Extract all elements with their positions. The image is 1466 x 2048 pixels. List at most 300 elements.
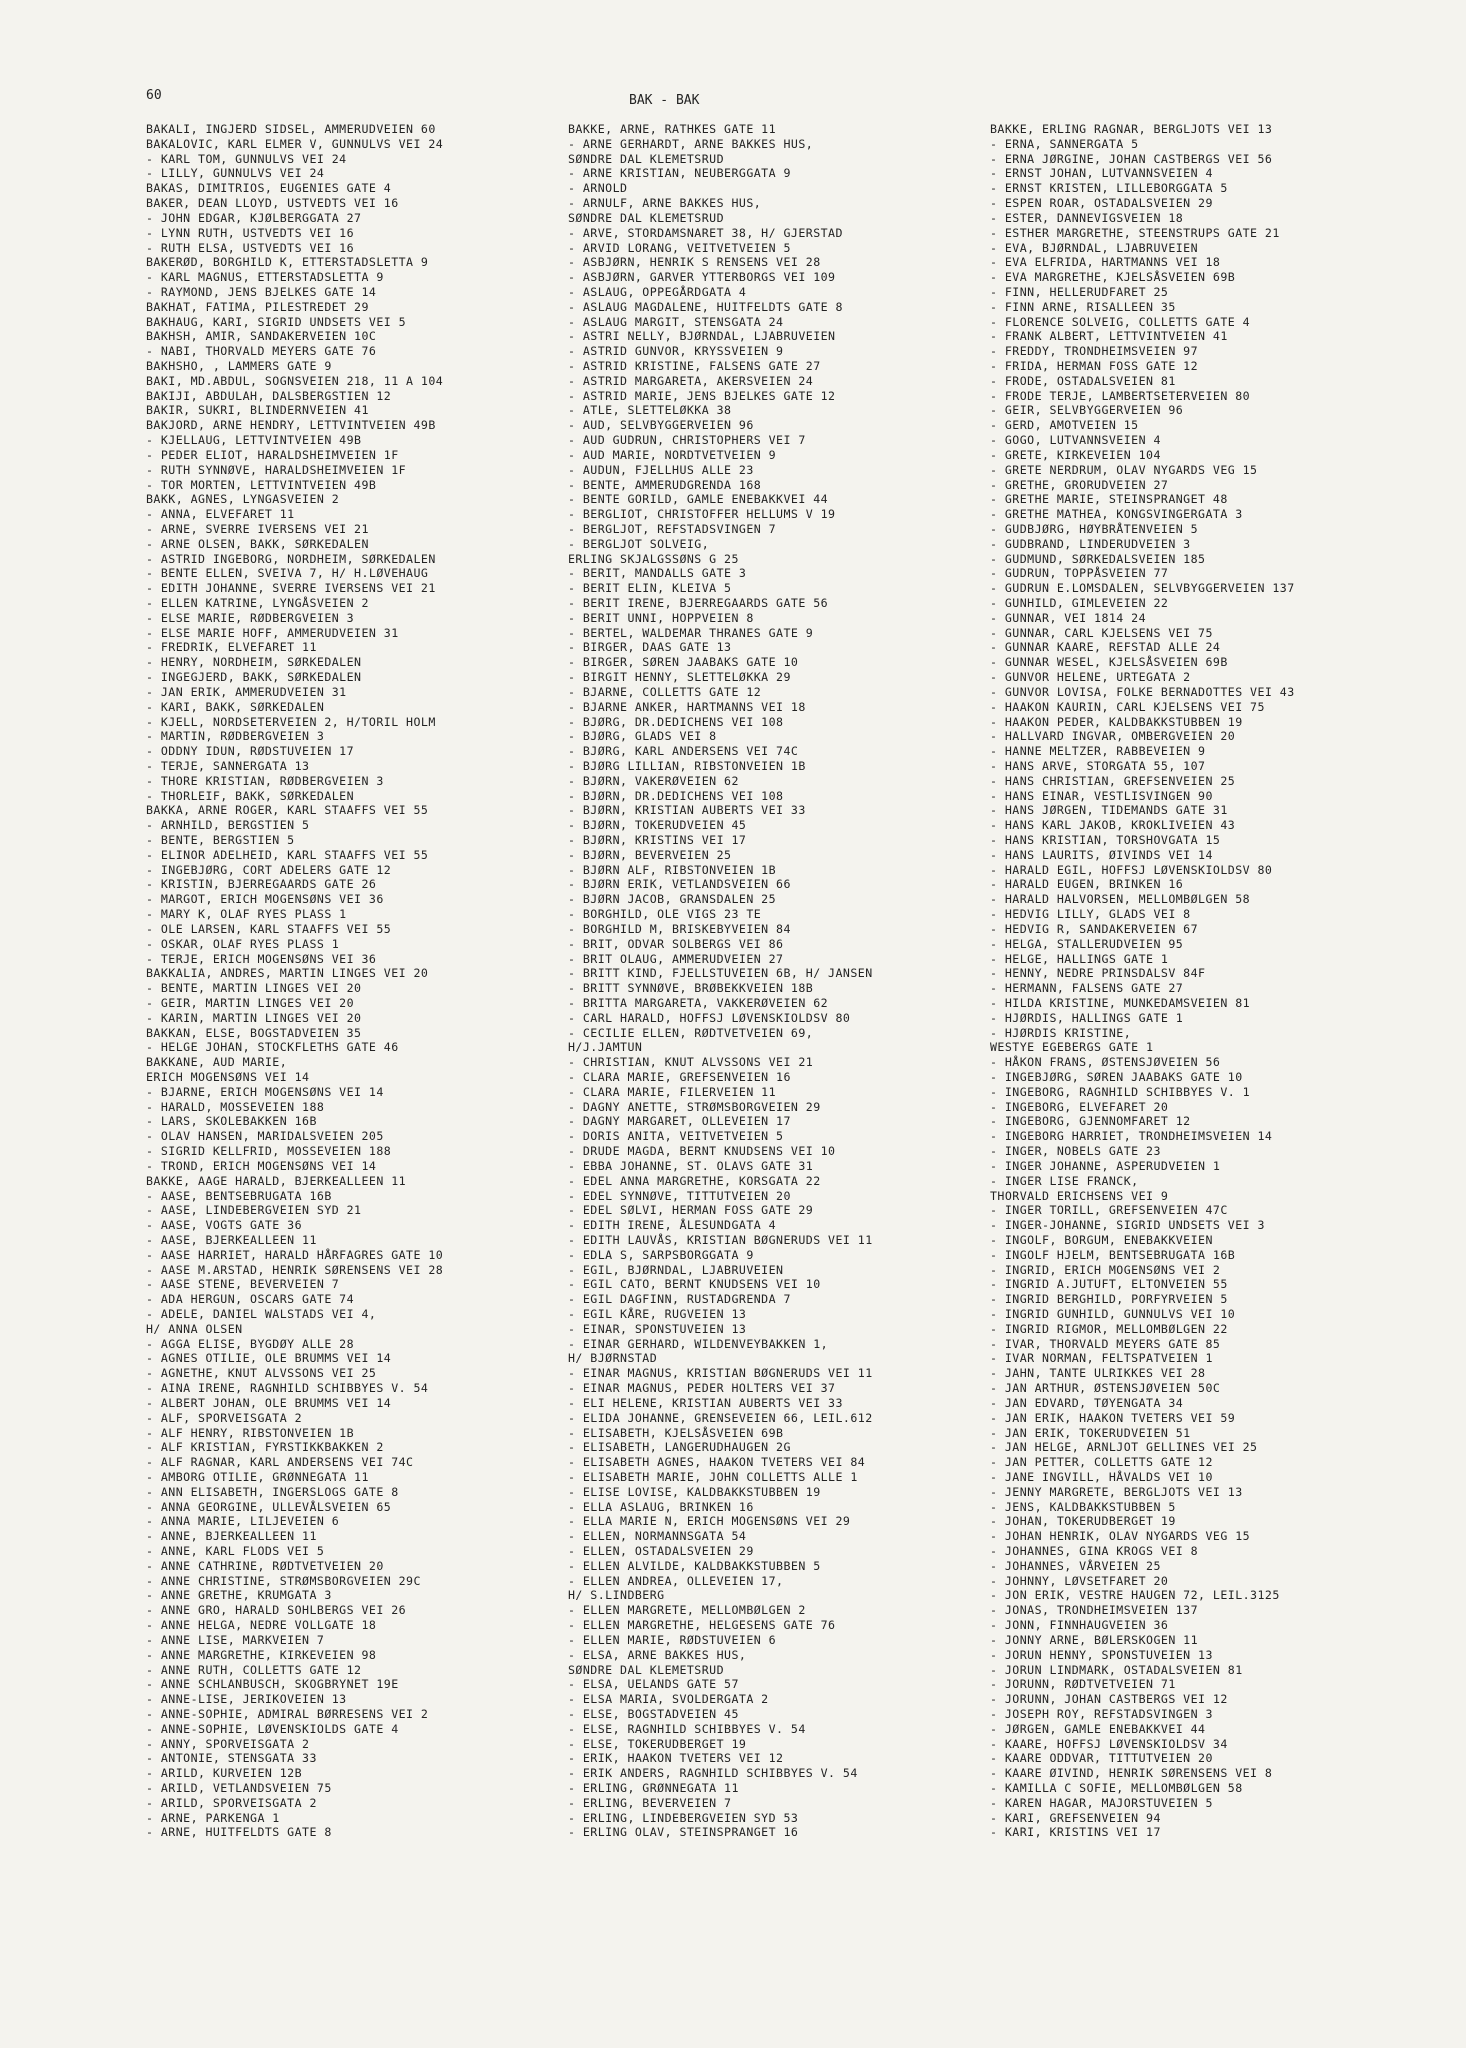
- directory-entry: - KARIN, MARTIN LINGES VEI 20: [146, 1010, 362, 1025]
- directory-entry: - ALBERT JOHAN, OLE BRUMMS VEI 14: [146, 1395, 392, 1410]
- directory-entry: - HARALD, MOSSEVEIEN 188: [146, 1099, 325, 1114]
- directory-entry: - ANNE, KARL FLODS VEI 5: [146, 1544, 325, 1558]
- directory-entry: - ANNY, SPORVEISGATA 2: [146, 1736, 310, 1751]
- directory-entry: - AUD MARIE, NORDTVETVEIEN 9: [568, 447, 777, 462]
- directory-entry: - ELISABETH MARIE, JOHN COLLETTS ALLE 1: [568, 1469, 858, 1484]
- directory-entry: - TROND, ERICH MOGENSØNS VEI 14: [146, 1158, 377, 1173]
- directory-entry: - BENTE ELLEN, SVEIVA 7, H/ H.LØVEHAUG: [146, 566, 429, 581]
- directory-entry: - KRISTIN, BJERREGAARDS GATE 26: [146, 877, 377, 892]
- directory-entry: BAKK, AGNES, LYNGASVEIEN 2: [146, 492, 340, 507]
- directory-entry: - ARNE, PARKENGA 1: [146, 1810, 280, 1825]
- directory-entry: BAKKE, ERLING RAGNAR, BERGLJOTS VEI 13: [990, 122, 1273, 136]
- directory-entry: - INGER-JOHANNE, SIGRID UNDSETS VEI 3: [990, 1218, 1265, 1233]
- directory-entry: - CLARA MARIE, FILERVEIEN 11: [568, 1084, 777, 1099]
- directory-entry: - ELSA, ARNE BAKKES HUS,: [568, 1647, 747, 1662]
- directory-entry: WESTYE EGEBERGS GATE 1: [990, 1040, 1154, 1055]
- directory-entry: - CLARA MARIE, GREFSENVEIEN 16: [568, 1070, 791, 1084]
- directory-entry: - ALF, SPORVEISGATA 2: [146, 1410, 303, 1425]
- directory-entry: - GRETE, KIRKEVEIEN 104: [990, 447, 1161, 462]
- directory-entry: - BENTE, AMMERUDGRENDA 168: [568, 477, 762, 492]
- directory-entry: - INGRID BERGHILD, PORFYRVEIEN 5: [990, 1292, 1228, 1307]
- directory-entry: - EDEL SYNNØVE, TITTUTVEIEN 20: [568, 1188, 791, 1203]
- directory-entry: - JON ERIK, VESTRE HAUGEN 72, LEIL.3125: [990, 1588, 1280, 1603]
- directory-entry: - JAHN, TANTE ULRIKKES VEI 28: [990, 1366, 1206, 1381]
- directory-entry: - EINAR MAGNUS, KRISTIAN BØGNERUDS VEI 11: [568, 1366, 873, 1381]
- directory-entry: - GUDBRAND, LINDERUDVEIEN 3: [990, 536, 1191, 551]
- directory-entry: - BJØRN, KRISTIAN AUBERTS VEI 33: [568, 803, 806, 818]
- directory-entry: - ADA HERGUN, OSCARS GATE 74: [146, 1292, 355, 1307]
- directory-entry: SØNDRE DAL KLEMETSRUD: [568, 210, 725, 225]
- directory-entry: - GEIR, MARTIN LINGES VEI 20: [146, 995, 355, 1010]
- directory-entry: BAKIR, SUKRI, BLINDERNVEIEN 41: [146, 403, 369, 418]
- directory-entry: - LARS, SKOLEBAKKEN 16B: [146, 1114, 317, 1129]
- directory-entry: - ASLAUG MAGDALENE, HUITFELDTS GATE 8: [568, 299, 843, 314]
- directory-entry: - LYNN RUTH, USTVEDTS VEI 16: [146, 225, 355, 240]
- directory-entry: - BERGLJOT, REFSTADSVINGEN 7: [568, 521, 777, 536]
- directory-entry: - JAN ERIK, AMMERUDVEIEN 31: [146, 684, 347, 699]
- directory-entry: BAKHSH, AMIR, SANDAKERVEIEN 10C: [146, 329, 377, 344]
- directory-entry: - ANNE, BJERKEALLEEN 11: [146, 1529, 317, 1544]
- directory-entry: - FRIDA, HERMAN FOSS GATE 12: [990, 359, 1199, 373]
- directory-entry: - HELGE JOHAN, STOCKFLETHS GATE 46: [146, 1040, 399, 1055]
- directory-entry: - ELLEN KATRINE, LYNGÅSVEIEN 2: [146, 596, 369, 610]
- directory-column-3: [990, 122, 1410, 1840]
- directory-entry: - ELSE, BOGSTADVEIEN 45: [568, 1706, 739, 1721]
- directory-entry: - ASTRID GUNVOR, KRYSSVEIEN 9: [568, 344, 784, 359]
- directory-entry: - ARILD, KURVEIEN 12B: [146, 1766, 303, 1781]
- directory-entry: - GUNNAR WESEL, KJELSÅSVEIEN 69B: [990, 655, 1228, 670]
- directory-entry: - BJARNE, COLLETTS GATE 12: [568, 684, 762, 699]
- directory-entry: - INGRID GUNHILD, GUNNULVS VEI 10: [990, 1307, 1236, 1321]
- directory-entry: - EDITH IRENE, ÅLESUNDGATA 4: [568, 1218, 777, 1233]
- directory-entry: - HERMANN, FALSENS GATE 27: [990, 981, 1184, 996]
- directory-entry: - JORUNN, RØDTVETVEIEN 71: [990, 1677, 1176, 1692]
- directory-entry: - NABI, THORVALD MEYERS GATE 76: [146, 344, 377, 359]
- directory-entry: - EDITH JOHANNE, SVERRE IVERSENS VEI 21: [146, 581, 436, 596]
- directory-entry: - GUDRUN, TOPPÅSVEIEN 77: [990, 566, 1169, 581]
- directory-entry: - ELSE MARIE, RØDBERGVEIEN 3: [146, 610, 355, 625]
- directory-entry: - JAN PETTER, COLLETTS GATE 12: [990, 1455, 1213, 1470]
- directory-entry: - INGEBORG, RAGNHILD SCHIBBYES V. 1: [990, 1084, 1251, 1099]
- directory-entry: - JAN ERIK, TOKERUDVEIEN 51: [990, 1425, 1191, 1440]
- directory-entry: BAKKE, AAGE HARALD, BJERKEALLEEN 11: [146, 1173, 407, 1188]
- directory-entry: - LILLY, GUNNULVS VEI 24: [146, 166, 325, 181]
- directory-entry: - AASE HARRIET, HARALD HÅRFAGRES GATE 10: [146, 1247, 444, 1262]
- directory-entry: BAKKANE, AUD MARIE,: [146, 1055, 288, 1070]
- directory-entry: - AASE, LINDEBERGVEIEN SYD 21: [146, 1203, 362, 1218]
- directory-entry: - HARALD EUGEN, BRINKEN 16: [990, 877, 1184, 892]
- directory-entry: - ASTRID MARGARETA, AKERSVEIEN 24: [568, 373, 814, 388]
- directory-entry: - HANS ARVE, STORGATA 55, 107: [990, 758, 1206, 773]
- directory-entry: - JONNY ARNE, BØLERSKOGEN 11: [990, 1632, 1199, 1647]
- directory-entry: - ANNE-SOPHIE, ADMIRAL BØRRESENS VEI 2: [146, 1706, 429, 1721]
- directory-entry: - KJELL, NORDSETERVEIEN 2, H/TORIL HOLM: [146, 714, 436, 729]
- directory-entry: - INGEBJØRG, CORT ADELERS GATE 12: [146, 862, 392, 877]
- directory-entry: H/ S.LINDBERG: [568, 1588, 665, 1603]
- directory-entry: - ANNE GRETHE, KRUMGATA 3: [146, 1588, 332, 1603]
- directory-entry: - ASTRID INGEBORG, NORDHEIM, SØRKEDALEN: [146, 551, 436, 566]
- directory-entry: - BENTE GORILD, GAMLE ENEBAKKVEI 44: [568, 492, 829, 507]
- directory-entry: - KARL MAGNUS, ETTERSTADSLETTA 9: [146, 270, 384, 285]
- directory-entry: - JOSEPH ROY, REFSTADSVINGEN 3: [990, 1706, 1213, 1721]
- directory-entry: BAKALOVIC, KARL ELMER V, GUNNULVS VEI 24: [146, 136, 444, 151]
- directory-entry: - ARNE GERHARDT, ARNE BAKKES HUS,: [568, 136, 814, 151]
- directory-entry: - ELLEN MARGRETHE, HELGESENS GATE 76: [568, 1618, 836, 1633]
- directory-entry: - GUDMUND, SØRKEDALSVEIEN 185: [990, 551, 1206, 566]
- directory-entry: - HAAKON KAURIN, CARL KJELSENS VEI 75: [990, 699, 1265, 714]
- directory-entry: - HARALD HALVORSEN, MELLOMBØLGEN 58: [990, 892, 1251, 907]
- directory-entry: - BERGLIOT, CHRISTOFFER HELLUMS V 19: [568, 507, 836, 522]
- directory-entry: - ELISABETH AGNES, HAAKON TVETERS VEI 84: [568, 1455, 866, 1470]
- directory-entry: - GUNVOR HELENE, URTEGATA 2: [990, 670, 1191, 685]
- directory-entry: - AASE, VOGTS GATE 36: [146, 1218, 303, 1233]
- directory-entry: - JØRGEN, GAMLE ENEBAKKVEI 44: [990, 1721, 1206, 1736]
- directory-entry: - BJARNE, ERICH MOGENSØNS VEI 14: [146, 1084, 384, 1099]
- directory-entry: - JENS, KALDBAKKSTUBBEN 5: [990, 1499, 1176, 1514]
- directory-entry: - INGEBJØRG, SØREN JAABAKS GATE 10: [990, 1070, 1243, 1084]
- directory-entry: - BJØRN, DR.DEDICHENS VEI 108: [568, 788, 784, 803]
- directory-entry: - GUNHILD, GIMLEVEIEN 22: [990, 596, 1169, 610]
- directory-entry: - ELLEN, OSTADALSVEIEN 29: [568, 1544, 754, 1558]
- directory-entry: H/ BJØRNSTAD: [568, 1351, 658, 1366]
- directory-entry: - AASE, BJERKEALLEEN 11: [146, 1232, 317, 1247]
- directory-entry: - GRETE NERDRUM, OLAV NYGARDS VEG 15: [990, 462, 1258, 477]
- directory-entry: - AASE, BENTSEBRUGATA 16B: [146, 1188, 332, 1203]
- directory-entry: - ANNE HELGA, NEDRE VOLLGATE 18: [146, 1618, 377, 1633]
- directory-entry: - EDITH LAUVÅS, KRISTIAN BØGNERUDS VEI 11: [568, 1232, 873, 1247]
- directory-entry: - HEDVIG LILLY, GLADS VEI 8: [990, 907, 1191, 922]
- directory-entry: - GOGO, LUTVANNSVEIEN 4: [990, 433, 1161, 448]
- directory-entry: - KAARE ØIVIND, HENRIK SØRENSENS VEI 8: [990, 1766, 1273, 1781]
- directory-entry: - BIRGER, DAAS GATE 13: [568, 640, 732, 655]
- directory-entry: - ELLEN ALVILDE, KALDBAKKSTUBBEN 5: [568, 1558, 821, 1573]
- directory-entry: - FREDDY, TRONDHEIMSVEIEN 97: [990, 344, 1199, 359]
- directory-entry: - ELLEN ANDREA, OLLEVEIEN 17,: [568, 1573, 784, 1588]
- directory-entry: - ASTRID KRISTINE, FALSENS GATE 27: [568, 359, 821, 373]
- directory-entry: - ARILD, SPORVEISGATA 2: [146, 1795, 317, 1810]
- directory-entry: - BORGHILD, OLE VIGS 23 TE: [568, 907, 762, 922]
- directory-entry: - BERIT UNNI, HOPPVEIEN 8: [568, 610, 754, 625]
- directory-entry: - AGGA ELISE, BYGDØY ALLE 28: [146, 1336, 355, 1351]
- directory-entry: - BERTEL, WALDEMAR THRANES GATE 9: [568, 625, 814, 640]
- directory-entry: - ANN ELISABETH, INGERSLOGS GATE 8: [146, 1484, 399, 1499]
- directory-entry: - ANNA, ELVEFARET 11: [146, 507, 295, 522]
- directory-entry: - ERLING, BEVERVEIEN 7: [568, 1795, 732, 1810]
- directory-entry: - ERLING, LINDEBERGVEIEN SYD 53: [568, 1810, 799, 1825]
- directory-entry: BAKKA, ARNE ROGER, KARL STAAFFS VEI 55: [146, 803, 429, 818]
- directory-entry: - ELLEN, NORMANNSGATA 54: [568, 1529, 747, 1544]
- directory-entry: - ANNE MARGRETHE, KIRKEVEIEN 98: [146, 1647, 377, 1662]
- directory-entry: - JOHAN, TOKERUDBERGET 19: [990, 1514, 1176, 1529]
- directory-entry: - HJØRDIS, HALLINGS GATE 1: [990, 1010, 1184, 1025]
- directory-entry: - ASTRI NELLY, BJØRNDAL, LJABRUVEIEN: [568, 329, 836, 344]
- directory-entry: - DORIS ANITA, VEITVETVEIEN 5: [568, 1129, 784, 1144]
- directory-entry: - EDEL SØLVI, HERMAN FOSS GATE 29: [568, 1203, 814, 1218]
- directory-entry: - CARL HARALD, HOFFSJ LØVENSKIOLDSV 80: [568, 1010, 851, 1025]
- directory-entry: ERICH MOGENSØNS VEI 14: [146, 1070, 310, 1084]
- directory-entry: - FINN ARNE, RISALLEEN 35: [990, 299, 1176, 314]
- directory-entry: BAKERØD, BORGHILD K, ETTERSTADSLETTA 9: [146, 255, 429, 270]
- directory-entry: - HAAKON PEDER, KALDBAKKSTUBBEN 19: [990, 714, 1243, 729]
- directory-entry: - ELINOR ADELHEID, KARL STAAFFS VEI 55: [146, 847, 429, 862]
- directory-entry: - ERIK ANDERS, RAGNHILD SCHIBBYES V. 54: [568, 1766, 858, 1781]
- directory-entry: - HENRY, NORDHEIM, SØRKEDALEN: [146, 655, 362, 670]
- directory-entry: - AINA IRENE, RAGNHILD SCHIBBYES V. 54: [146, 1381, 429, 1396]
- directory-entry: - RUTH SYNNØVE, HARALDSHEIMVEIEN 1F: [146, 462, 407, 477]
- directory-entry: - ARVE, STORDAMSNARET 38, H/ GJERSTAD: [568, 225, 843, 240]
- directory-entry: - BJØRN, BEVERVEIEN 25: [568, 847, 732, 862]
- directory-entry: - JORUNN, JOHAN CASTBERGS VEI 12: [990, 1692, 1228, 1707]
- directory-entry: - EVA ELFRIDA, HARTMANNS VEI 18: [990, 255, 1221, 270]
- directory-entry: - BERIT ELIN, KLEIVA 5: [568, 581, 732, 596]
- directory-entry: - ARNE OLSEN, BAKK, SØRKEDALEN: [146, 536, 369, 551]
- directory-entry: BAKI, MD.ABDUL, SOGNSVEIEN 218, 11 A 104: [146, 373, 444, 388]
- directory-entry: - ASTRID MARIE, JENS BJELKES GATE 12: [568, 388, 836, 403]
- directory-entry: - DAGNY ANETTE, STRØMSBORGVEIEN 29: [568, 1099, 821, 1114]
- directory-entry: - ARNHILD, BERGSTIEN 5: [146, 818, 310, 833]
- directory-entry: - ERIK, HAAKON TVETERS VEI 12: [568, 1751, 784, 1766]
- directory-entry: - BJØRN, VAKERØVEIEN 62: [568, 773, 739, 788]
- directory-entry: - TERJE, SANNERGATA 13: [146, 758, 310, 773]
- directory-entry: - GRETHE MARIE, STEINSPRANGET 48: [990, 492, 1228, 507]
- directory-entry: - BERIT IRENE, BJERREGAARDS GATE 56: [568, 596, 829, 610]
- directory-entry: - THORLEIF, BAKK, SØRKEDALEN: [146, 788, 355, 803]
- directory-entry: - FREDRIK, ELVEFARET 11: [146, 640, 317, 655]
- directory-entry: - INGOLF HJELM, BENTSEBRUGATA 16B: [990, 1247, 1236, 1262]
- directory-entry: - ASBJØRN, GARVER YTTERBORGS VEI 109: [568, 270, 836, 285]
- directory-entry: - ELLEN MARGRETE, MELLOMBØLGEN 2: [568, 1603, 806, 1618]
- directory-entry: - CHRISTIAN, KNUT ALVSSONS VEI 21: [568, 1055, 814, 1070]
- directory-entry: - BJØRG LILLIAN, RIBSTONVEIEN 1B: [568, 758, 806, 773]
- directory-entry: - JOHNNY, LØVSETFARET 20: [990, 1573, 1169, 1588]
- directory-entry: - ESPEN ROAR, OSTADALSVEIEN 29: [990, 196, 1213, 211]
- directory-entry: - INGER TORILL, GREFSENVEIEN 47C: [990, 1203, 1228, 1218]
- directory-entry: - JANE INGVILL, HÅVALDS VEI 10: [990, 1469, 1213, 1484]
- directory-entry: - ERNST JOHAN, LUTVANNSVEIEN 4: [990, 166, 1213, 181]
- directory-entry: - HANS EINAR, VESTLISVINGEN 90: [990, 788, 1213, 803]
- directory-entry: - HANS KRISTIAN, TORSHOVGATA 15: [990, 833, 1221, 847]
- directory-entry: - ALF RAGNAR, KARL ANDERSENS VEI 74C: [146, 1455, 414, 1470]
- directory-entry: - ASLAUG, OPPEGÅRDGATA 4: [568, 284, 747, 299]
- directory-entry: - BIRGIT HENNY, SLETTELØKKA 29: [568, 670, 791, 685]
- directory-entry: - JOHN EDGAR, KJØLBERGGATA 27: [146, 210, 362, 225]
- directory-entry: - INGRID A.JUTUFT, ELTONVEIEN 55: [990, 1277, 1228, 1292]
- directory-entry: - BENTE, MARTIN LINGES VEI 20: [146, 981, 362, 996]
- directory-entry: - BJØRG, GLADS VEI 8: [568, 729, 717, 744]
- directory-entry: - ODDNY IDUN, RØDSTUVEIEN 17: [146, 744, 355, 759]
- directory-entry: - FLORENCE SOLVEIG, COLLETTS GATE 4: [990, 314, 1251, 329]
- directory-entry: - KJELLAUG, LETTVINTVEIEN 49B: [146, 433, 362, 448]
- directory-entry: - EGIL, BJØRNDAL, LJABRUVEIEN: [568, 1262, 784, 1277]
- directory-entry: - HANS KARL JAKOB, KROKLIVEIEN 43: [990, 818, 1236, 833]
- directory-entry: - FRANK ALBERT, LETTVINTVEIEN 41: [990, 329, 1228, 344]
- directory-entry: - ANNE GRO, HARALD SOHLBERGS VEI 26: [146, 1603, 407, 1618]
- directory-entry: - CECILIE ELLEN, RØDTVETVEIEN 69,: [568, 1025, 814, 1040]
- directory-entry: - ELSA, UELANDS GATE 57: [568, 1677, 739, 1692]
- directory-entry: BAKKAN, ELSE, BOGSTADVEIEN 35: [146, 1025, 362, 1040]
- directory-entry: - ELISE LOVISE, KALDBAKKSTUBBEN 19: [568, 1484, 821, 1499]
- directory-entry: - EVA MARGRETHE, KJELSÅSVEIEN 69B: [990, 270, 1236, 285]
- directory-entry: - INGEGJERD, BAKK, SØRKEDALEN: [146, 670, 362, 685]
- directory-entry: - ELLA ASLAUG, BRINKEN 16: [568, 1499, 754, 1514]
- directory-entry: BAKHSHO, , LAMMERS GATE 9: [146, 359, 332, 373]
- directory-entry: SØNDRE DAL KLEMETSRUD: [568, 1662, 725, 1677]
- directory-entry: - ARILD, VETLANDSVEIEN 75: [146, 1781, 332, 1795]
- directory-entry: - DAGNY MARGARET, OLLEVEIEN 17: [568, 1114, 791, 1129]
- directory-entry: - ELSE, TOKERUDBERGET 19: [568, 1736, 747, 1751]
- directory-entry: - ANNE-SOPHIE, LØVENSKIOLDS GATE 4: [146, 1721, 399, 1736]
- directory-entry: - AGNETHE, KNUT ALVSSONS VEI 25: [146, 1366, 377, 1381]
- directory-entry: - ANNE SCHLANBUSCH, SKOGBRYNET 19E: [146, 1677, 399, 1692]
- directory-entry: - KAARE ODDVAR, TITTUTVEIEN 20: [990, 1751, 1213, 1766]
- directory-entry: - BERIT, MANDALLS GATE 3: [568, 566, 747, 581]
- directory-entry: - MARGOT, ERICH MOGENSØNS VEI 36: [146, 892, 384, 907]
- directory-entry: BAKIJI, ABDULAH, DALSBERGSTIEN 12: [146, 388, 392, 403]
- directory-entry: - GUNVOR LOVISA, FOLKE BERNADOTTES VEI 43: [990, 684, 1295, 699]
- directory-entry: - GERD, AMOTVEIEN 15: [990, 418, 1139, 433]
- directory-entry: BAKHAT, FATIMA, PILESTREDET 29: [146, 299, 369, 314]
- directory-entry: - INGER, NOBELS GATE 23: [990, 1144, 1161, 1159]
- directory-entry: - EVA, BJØRNDAL, LJABRUVEIEN: [990, 240, 1199, 255]
- directory-entry: - GEIR, SELVBYGGERVEIEN 96: [990, 403, 1184, 418]
- directory-entry: - HILDA KRISTINE, MUNKEDAMSVEIEN 81: [990, 995, 1251, 1010]
- directory-entry: BAKKE, ARNE, RATHKES GATE 11: [568, 122, 777, 136]
- directory-entry: - EINAR GERHARD, WILDENVEYBAKKEN 1,: [568, 1336, 829, 1351]
- directory-entry: - EDLA S, SARPSBORGGATA 9: [568, 1247, 754, 1262]
- directory-entry: - KARL TOM, GUNNULVS VEI 24: [146, 151, 347, 166]
- directory-entry: - ELIDA JOHANNE, GRENSEVEIEN 66, LEIL.612: [568, 1410, 873, 1425]
- directory-entry: - JORUN HENNY, SPONSTUVEIEN 13: [990, 1647, 1213, 1662]
- directory-entry: - ADELE, DANIEL WALSTADS VEI 4,: [146, 1307, 377, 1321]
- directory-entry: BAKHAUG, KARI, SIGRID UNDSETS VEI 5: [146, 314, 407, 329]
- directory-entry: - ARNE KRISTIAN, NEUBERGGATA 9: [568, 166, 791, 181]
- directory-entry: - GUNNAR, VEI 1814 24: [990, 610, 1147, 625]
- directory-entry: - RAYMOND, JENS BJELKES GATE 14: [146, 284, 377, 299]
- directory-entry: - IVAR, THORVALD MEYERS GATE 85: [990, 1336, 1221, 1351]
- running-head: BAK - BAK: [629, 93, 700, 108]
- directory-entry: BAKER, DEAN LLOYD, USTVEDTS VEI 16: [146, 196, 399, 211]
- directory-entry: - ANNE RUTH, COLLETTS GATE 12: [146, 1662, 362, 1677]
- directory-entry: - TERJE, ERICH MOGENSØNS VEI 36: [146, 951, 377, 966]
- directory-entry: - ANNE CHRISTINE, STRØMSBORGVEIEN 29C: [146, 1573, 421, 1588]
- directory-entry: - EGIL DAGFINN, RUSTADGRENDA 7: [568, 1292, 791, 1307]
- directory-entry: - ERNA, SANNERGATA 5: [990, 136, 1139, 151]
- directory-entry: H/ ANNA OLSEN: [146, 1321, 243, 1336]
- directory-entry: - AGNES OTILIE, OLE BRUMMS VEI 14: [146, 1351, 392, 1366]
- directory-entry: - PEDER ELIOT, HARALDSHEIMVEIEN 1F: [146, 447, 399, 462]
- directory-entry: - MARY K, OLAF RYES PLASS 1: [146, 907, 347, 922]
- directory-entry: H/J.JAMTUN: [568, 1040, 643, 1055]
- directory-entry: - OSKAR, OLAF RYES PLASS 1: [146, 936, 340, 951]
- directory-entry: - MARTIN, RØDBERGVEIEN 3: [146, 729, 325, 744]
- directory-entry: - JOHANNES, GINA KROGS VEI 8: [990, 1544, 1199, 1558]
- directory-entry: - JONAS, TRONDHEIMSVEIEN 137: [990, 1603, 1199, 1618]
- directory-entry: - ASLAUG MARGIT, STENSGATA 24: [568, 314, 784, 329]
- directory-entry: - ESTHER MARGRETHE, STEENSTRUPS GATE 21: [990, 225, 1280, 240]
- directory-entry: - AUD GUDRUN, CHRISTOPHERS VEI 7: [568, 433, 806, 448]
- directory-entry: - ELSA MARIA, SVOLDERGATA 2: [568, 1692, 769, 1707]
- directory-entry: - KARI, BAKK, SØRKEDALEN: [146, 699, 325, 714]
- directory-entry: - BRIT, ODVAR SOLBERGS VEI 86: [568, 936, 784, 951]
- directory-entry: BAKJORD, ARNE HENDRY, LETTVINTVEIEN 49B: [146, 418, 436, 433]
- directory-entry: - BRITT KIND, FJELLSTUVEIEN 6B, H/ JANSEN: [568, 966, 873, 981]
- directory-entry: - JAN EDVARD, TØYENGATA 34: [990, 1395, 1184, 1410]
- directory-entry: - JORUN LINDMARK, OSTADALSVEIEN 81: [990, 1662, 1243, 1677]
- directory-entry: - JONN, FINNHAUGVEIEN 36: [990, 1618, 1169, 1633]
- directory-entry: - HELGA, STALLERUDVEIEN 95: [990, 936, 1184, 951]
- directory-entry: - OLAV HANSEN, MARIDALSVEIEN 205: [146, 1129, 384, 1144]
- page-number: 60: [146, 88, 162, 103]
- directory-entry: BAKALI, INGJERD SIDSEL, AMMERUDVEIEN 60: [146, 122, 436, 136]
- directory-entry: - FRODE TERJE, LAMBERTSETERVEIEN 80: [990, 388, 1251, 403]
- directory-entry: - HJØRDIS KRISTINE,: [990, 1025, 1132, 1040]
- directory-entry: - SIGRID KELLFRID, MOSSEVEIEN 188: [146, 1144, 392, 1159]
- directory-entry: - BJØRN ERIK, VETLANDSVEIEN 66: [568, 877, 791, 892]
- directory-entry: - ERNST KRISTEN, LILLEBORGGATA 5: [990, 181, 1228, 196]
- directory-entry: - BJØRG, KARL ANDERSENS VEI 74C: [568, 744, 799, 759]
- directory-entry: - TOR MORTEN, LETTVINTVEIEN 49B: [146, 477, 377, 492]
- directory-entry: - KAARE, HOFFSJ LØVENSKIOLDSV 34: [990, 1736, 1228, 1751]
- directory-entry: - INGRID, ERICH MOGENSØNS VEI 2: [990, 1262, 1221, 1277]
- directory-entry: - ARNE, SVERRE IVERSENS VEI 21: [146, 521, 369, 536]
- directory-entry: - EDEL ANNA MARGRETHE, KORSGATA 22: [568, 1173, 821, 1188]
- directory-entry: - HÅKON FRANS, ØSTENSJØVEIEN 56: [990, 1055, 1221, 1070]
- directory-entry: - INGRID RIGMOR, MELLOMBØLGEN 22: [990, 1321, 1228, 1336]
- directory-entry: - ARNOLD: [568, 181, 628, 196]
- directory-entry: - ANNE CATHRINE, RØDTVETVEIEN 20: [146, 1558, 384, 1573]
- directory-entry: - BIRGER, SØREN JAABAKS GATE 10: [568, 655, 799, 670]
- directory-entry: - ELISABETH, KJELSÅSVEIEN 69B: [568, 1425, 784, 1440]
- directory-entry: - INGEBORG HARRIET, TRONDHEIMSVEIEN 14: [990, 1129, 1273, 1144]
- directory-entry: - KAREN HAGAR, MAJORSTUVEIEN 5: [990, 1795, 1213, 1810]
- directory-entry: - BJARNE ANKER, HARTMANNS VEI 18: [568, 699, 806, 714]
- directory-entry: - ELLEN MARIE, RØDSTUVEIEN 6: [568, 1632, 777, 1647]
- directory-entry: - EINAR MAGNUS, PEDER HOLTERS VEI 37: [568, 1381, 836, 1396]
- directory-entry: - JENNY MARGRETE, BERGLJOTS VEI 13: [990, 1484, 1243, 1499]
- directory-entry: - GUNNAR KAARE, REFSTAD ALLE 24: [990, 640, 1221, 655]
- directory-entry: - HALLVARD INGVAR, OMBERGVEIEN 20: [990, 729, 1236, 744]
- directory-entry: - ANNA MARIE, LILJEVEIEN 6: [146, 1514, 340, 1529]
- directory-entry: - BJØRN, TOKERUDVEIEN 45: [568, 818, 747, 833]
- directory-entry: - OLE LARSEN, KARL STAAFFS VEI 55: [146, 921, 392, 936]
- directory-entry: - HARALD EGIL, HOFFSJ LØVENSKIOLDSV 80: [990, 862, 1273, 877]
- directory-entry: BAKAS, DIMITRIOS, EUGENIES GATE 4: [146, 181, 392, 196]
- directory-entry: - DRUDE MAGDA, BERNT KNUDSENS VEI 10: [568, 1144, 836, 1159]
- directory-entry: - KARI, GREFSENVEIEN 94: [990, 1810, 1161, 1825]
- directory-entry: - HELGE, HALLINGS GATE 1: [990, 951, 1169, 966]
- directory-entry: SØNDRE DAL KLEMETSRUD: [568, 151, 725, 166]
- directory-entry: - BJØRG, DR.DEDICHENS VEI 108: [568, 714, 784, 729]
- directory-entry: - HANS CHRISTIAN, GREFSENVEIEN 25: [990, 773, 1236, 788]
- directory-entry: - GUDBJØRG, HØYBRÅTENVEIEN 5: [990, 521, 1199, 536]
- directory-entry: - JAN HELGE, ARNLJOT GELLINES VEI 25: [990, 1440, 1258, 1455]
- directory-entry: - AMBORG OTILIE, GRØNNEGATA 11: [146, 1469, 369, 1484]
- directory-column-2: [568, 122, 988, 1840]
- directory-entry: - THORE KRISTIAN, RØDBERGVEIEN 3: [146, 773, 384, 788]
- directory-entry: - HEDVIG R, SANDAKERVEIEN 67: [990, 921, 1199, 936]
- directory-entry: - EGIL CATO, BERNT KNUDSENS VEI 10: [568, 1277, 821, 1292]
- directory-entry: - ASBJØRN, HENRIK S RENSENS VEI 28: [568, 255, 821, 270]
- directory-entry: - EINAR, SPONSTUVEIEN 13: [568, 1321, 747, 1336]
- directory-entry: - ELISABETH, LANGERUDHAUGEN 2G: [568, 1440, 791, 1455]
- directory-entry: - ELLA MARIE N, ERICH MOGENSØNS VEI 29: [568, 1514, 851, 1529]
- directory-entry: - BRIT OLAUG, AMMERUDVEIEN 27: [568, 951, 784, 966]
- directory-column-1: [146, 122, 566, 1840]
- directory-entry: - ALF HENRY, RIBSTONVEIEN 1B: [146, 1425, 355, 1440]
- directory-entry: - ANNE-LISE, JERIKOVEIEN 13: [146, 1692, 347, 1707]
- directory-entry: - ANNA GEORGINE, ULLEVÅLSVEIEN 65: [146, 1499, 392, 1514]
- directory-entry: - BRITTA MARGARETA, VAKKERØVEIEN 62: [568, 995, 829, 1010]
